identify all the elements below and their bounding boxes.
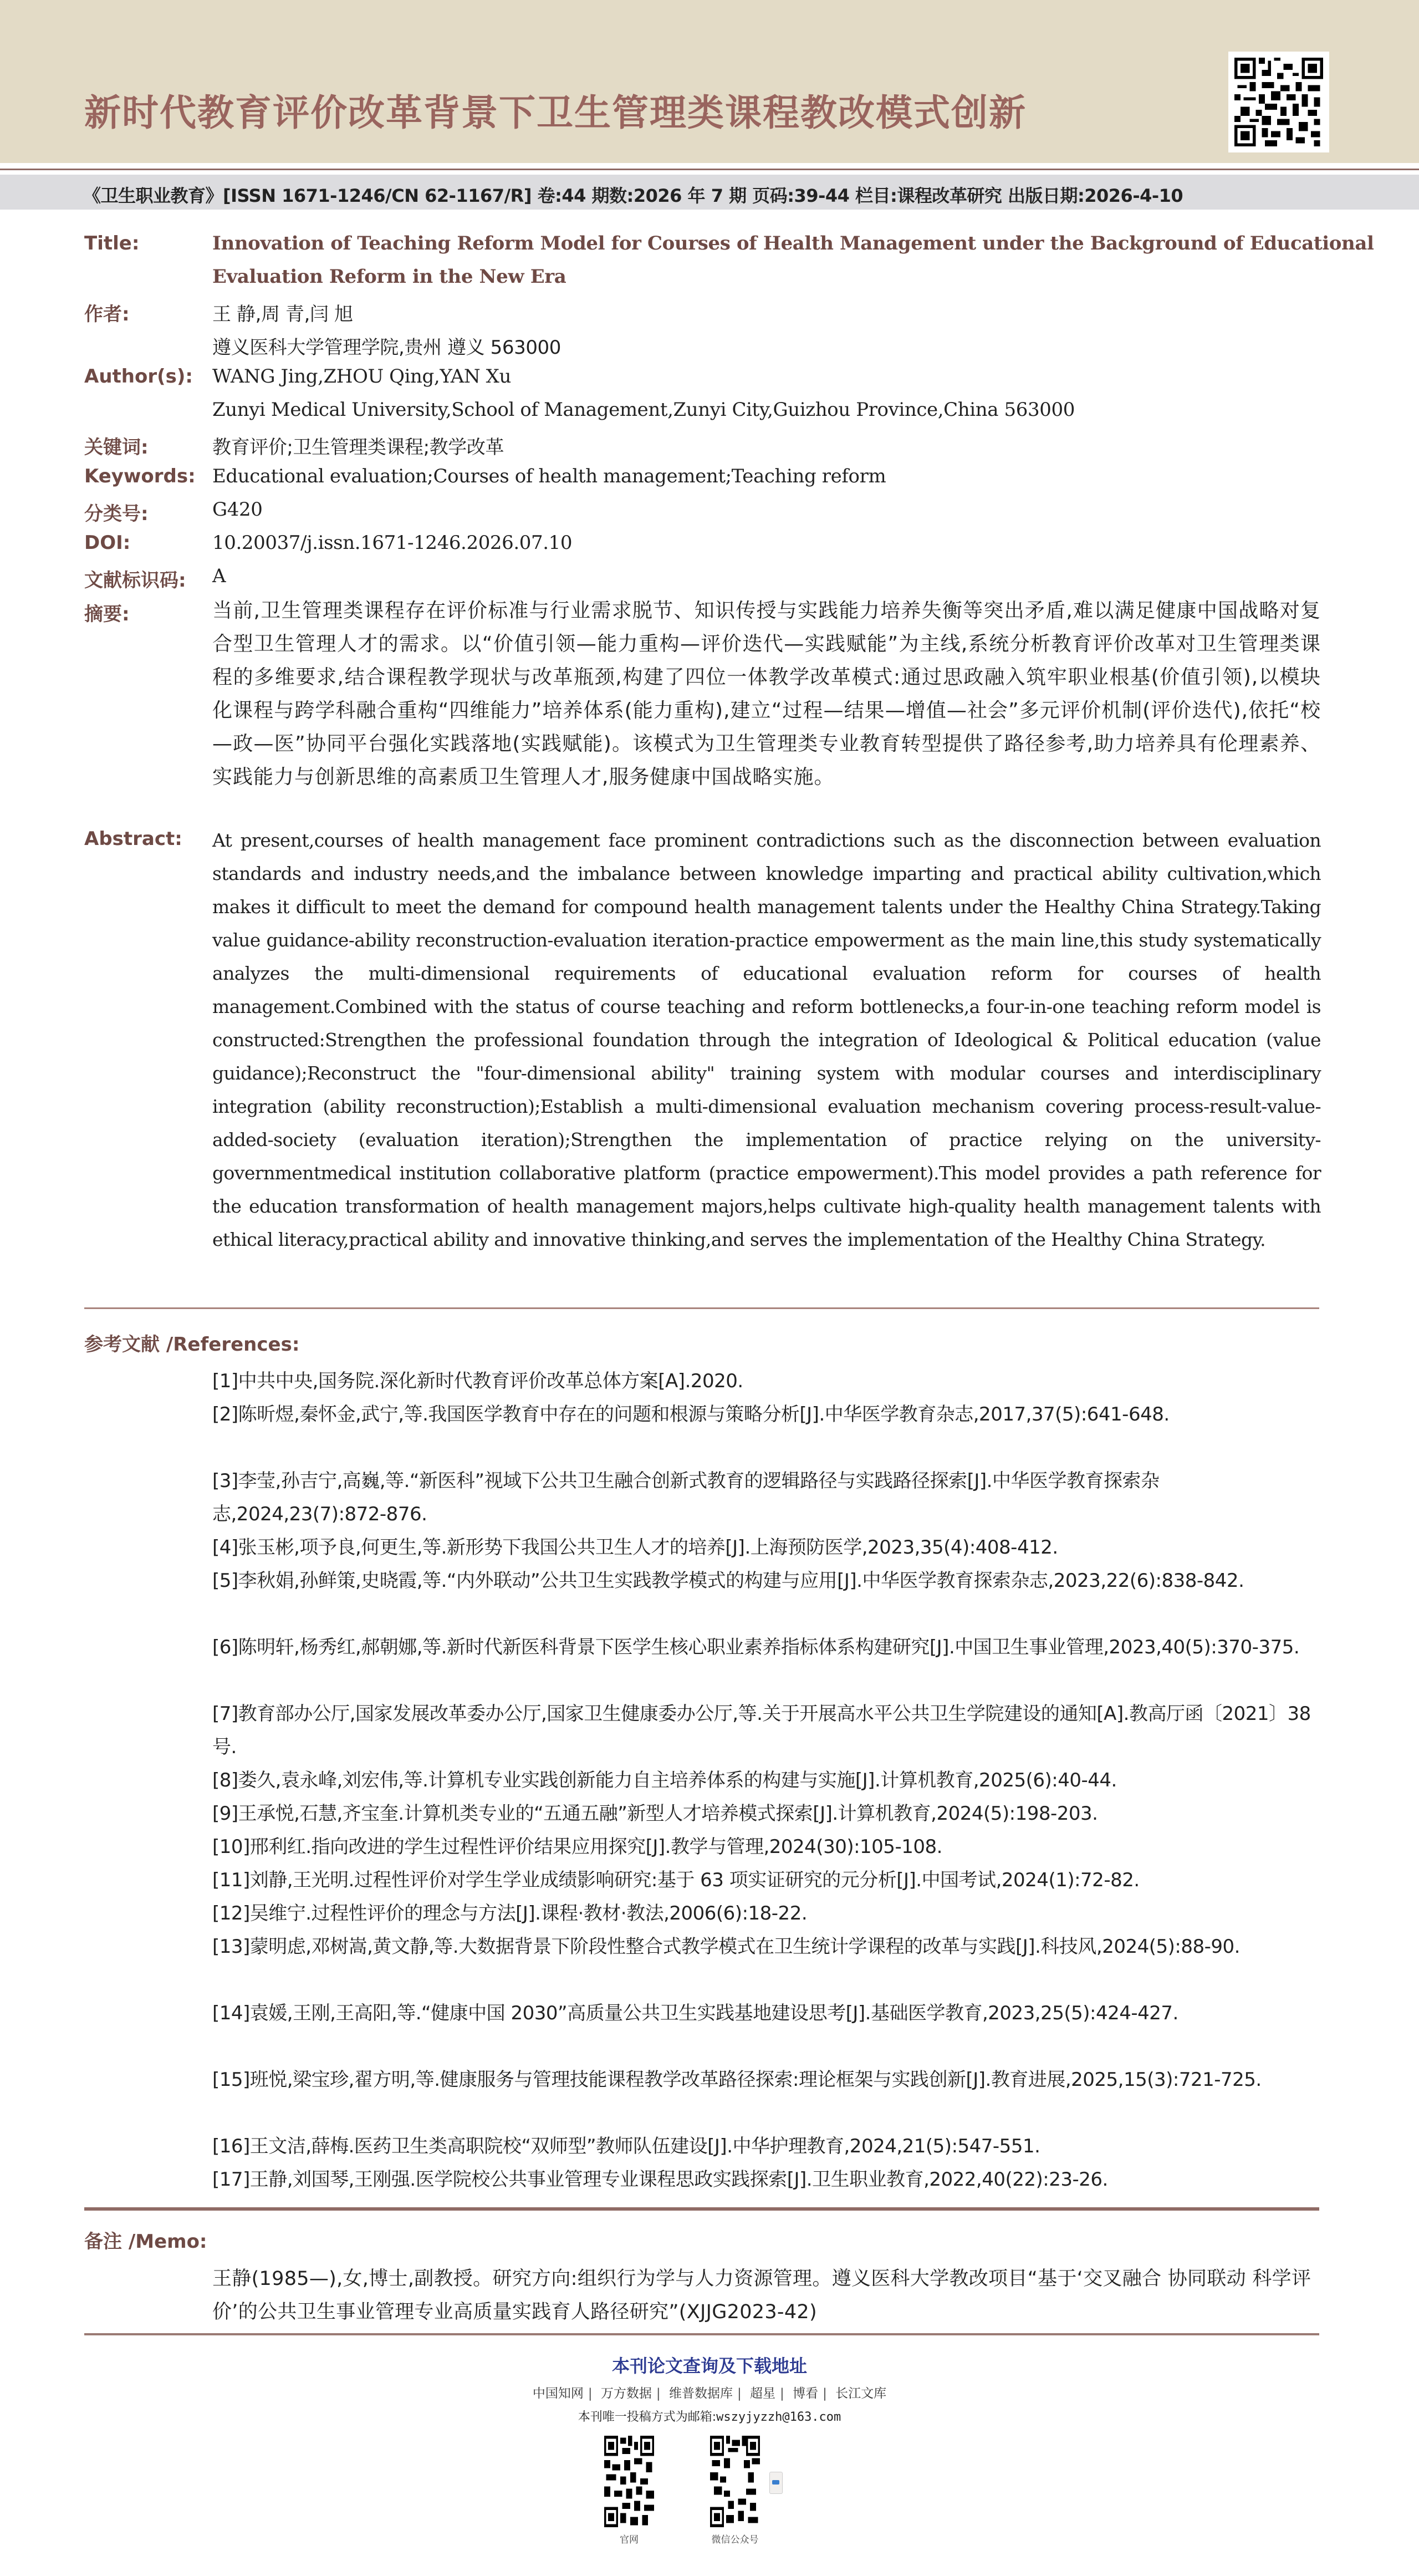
- reference-item: [16]王文洁,薛梅.医药卫生类高职院校“双师型”教师队伍建设[J].中华护理教育,2024,21(5):547-551.: [212, 2135, 1040, 2157]
- reference-item: [6]陈明轩,杨秀红,郝朝娜,等.新时代新医科背景下医学生核心职业素养指标体系构建研究[J].中国卫生事业管理,2023,40(5):370-375.: [212, 1636, 1300, 1658]
- section-divider: [84, 1307, 1319, 1309]
- doi-label: DOI:: [84, 532, 131, 554]
- qr-wechat-graphic: [710, 2436, 760, 2527]
- database-link[interactable]: 博看: [793, 2386, 819, 2401]
- affiliation-cn: 遵义医科大学管理学院,贵州 遵义 563000: [212, 337, 562, 359]
- database-link[interactable]: 超星: [750, 2386, 776, 2401]
- qr-wechat-caption: 微信公众号: [711, 2534, 759, 2546]
- english-title-line2: Evaluation Reform in the New Era: [212, 266, 566, 288]
- abstract-cn-label: 摘要:: [84, 603, 130, 625]
- reference-item: [11]刘静,王光明.过程性评价对学生学业成绩影响研究:基于 63 项实证研究的元分析[J].中国考试,2024(1):72-82.: [212, 1869, 1140, 1891]
- database-link[interactable]: 长江文库: [835, 2386, 887, 2401]
- qr-official-caption: 官网: [620, 2534, 639, 2546]
- qr-wechat-icon[interactable]: [710, 2436, 760, 2527]
- database-link[interactable]: 中国知网: [532, 2386, 584, 2401]
- database-link[interactable]: 维普数据库: [668, 2386, 733, 2401]
- header-band: [0, 0, 1419, 163]
- memo-label: 备注 /Memo:: [84, 2231, 207, 2253]
- page-title: 新时代教育评价改革背景下卫生管理类课程教改模式创新: [84, 91, 1027, 134]
- document-code-value: A: [212, 565, 226, 587]
- reference-item: [5]李秋娟,孙鲜策,史晓霞,等.“内外联动”公共卫生实践教学模式的构建与应用[J].中华医学教育探索杂志,2023,22(6):838-842.: [212, 1570, 1244, 1592]
- email-link[interactable]: wszyjyzzh@163.com: [716, 2410, 841, 2424]
- authors-en: WANG Jing,ZHOU Qing,YAN Xu: [212, 365, 511, 388]
- reference-item: [17]王静,刘国琴,王刚强.医学院校公共事业管理专业课程思政实践探索[J].卫生职业教育,2022,40(22):23-26.: [212, 2168, 1108, 2191]
- keywords-en: Educational evaluation;Courses of health management;Teaching reform: [212, 465, 886, 487]
- qr-code-icon[interactable]: [1228, 52, 1329, 152]
- separator: |: [737, 2386, 742, 2401]
- qr-official-icon[interactable]: [604, 2436, 654, 2527]
- abstract-en-label: Abstract:: [84, 828, 182, 850]
- reference-item: [13]蒙明虑,邓树嵩,黄文静,等.大数据背景下阶段性整合式教学模式在卫生统计学课程的改革与实践[J].科技风,2024(5):88-90.: [212, 1936, 1240, 1958]
- authors-en-label: Author(s):: [84, 365, 193, 388]
- journal-logo-icon: [769, 2472, 783, 2494]
- reference-item: [14]袁媛,王刚,王高阳,等.“健康中国 2030”高质量公共卫生实践基地建设思考[J].基础医学教育,2023,25(5):424-427.: [212, 2002, 1178, 2024]
- authors-cn: 王 静,周 青,闫 旭: [212, 303, 353, 325]
- affiliation-en: Zunyi Medical University,School of Management,Zunyi City,Guizhou Province,China 563000: [212, 399, 1075, 421]
- keywords-en-label: Keywords:: [84, 465, 196, 487]
- doi-link[interactable]: 10.20037/j.issn.1671-1246.2026.07.10: [212, 532, 573, 554]
- submission-email-line: [0, 2407, 1419, 2425]
- document-code-label: 文献标识码:: [84, 569, 186, 592]
- reference-item: [7]教育部办公厅,国家发展改革委办公厅,国家卫生健康委办公厅,等.关于开展高水平公共卫生学院建设的通知[A].教高厅函〔2021〕38 号.: [212, 1703, 1311, 1758]
- memo-divider-bottom: [84, 2333, 1319, 2335]
- qr-official-graphic: [604, 2436, 654, 2527]
- separator: |: [823, 2386, 827, 2401]
- separator: |: [588, 2386, 593, 2401]
- reference-item: [15]班悦,梁宝珍,翟方明,等.健康服务与管理技能课程教学改革路径探索:理论框架与实践创新[J].教育进展,2025,15(3):721-725.: [212, 2069, 1262, 2091]
- reference-item: [10]邢利红.指向改进的学生过程性评价结果应用探究[J].教学与管理,2024(30):105-108.: [212, 1836, 942, 1858]
- reference-item: [3]李莹,孙吉宁,高巍,等.“新医科”视域下公共卫生融合创新式教育的逻辑路径与实践路径探索[J].中华医学教育探索杂志,2024,23(7):872-876.: [212, 1470, 1160, 1525]
- title-label: Title:: [84, 232, 140, 254]
- reference-item: [2]陈昕煜,秦怀金,武宁,等.我国医学教育中存在的问题和根源与策略分析[J].中华医学教育杂志,2017,37(5):641-648.: [212, 1403, 1170, 1426]
- database-list: [0, 2383, 1419, 2401]
- abstract-en-text: At present,courses of health management face prominent contradictions such as the disconnection between evaluation standards and industry needs,and the imbalance between knowledge imparting and practical ability cultivation,which makes it difficult to meet the demand for compound health management talents under the Healthy China Strategy.Taking value guidance-ability reconstruction-evaluation iteration-practice empowerment as the main line,this study systematically analyzes the multi-dimensional requirements of educational evaluation reform for courses of health management.Combined with the status of course teaching and reform bottlenecks,a four-in-one teaching reform model is constructed:Strengthen the professional foundation through the integration of Ideological & Political education (value guidance);Reconstruct the "four-dimensional ability" training system with modular courses and interdisciplinary integration (ability reconstruction);Establish a multi-dimensional evaluation mechanism covering process-result-value-added-society (evaluation iteration);Strengthen the implementation of practice relying on the university-governmentmedical institution collaborative platform (practice empowerment).This model provides a path reference for the education transformation of health management majors,helps cultivate high-quality health management talents with ethical literacy,practical ability and innovative thinking,and serves the implementation of the Healthy China Strategy.: [212, 829, 1321, 1250]
- classification-label: 分类号:: [84, 503, 149, 525]
- english-title-line1: Innovation of Teaching Reform Model for Courses of Health Management under the Background of Educational: [212, 232, 1374, 254]
- separator: |: [656, 2386, 661, 2401]
- reference-item: [9]王承悦,石慧,齐宝奎.计算机类专业的“五通五融”新型人才培养模式探索[J].计算机教育,2024(5):198-203.: [212, 1803, 1098, 1825]
- reference-item: [4]张玉彬,项予良,何更生,等.新形势下我国公共卫生人才的培养[J].上海预防医学,2023,35(4):408-412.: [212, 1536, 1058, 1559]
- header-rule: [0, 169, 1419, 170]
- database-link[interactable]: 万方数据: [600, 2386, 652, 2401]
- footer-title: 本刊论文查询及下载地址: [611, 2355, 807, 2376]
- authors-cn-label: 作者:: [84, 303, 130, 325]
- classification-value: G420: [212, 498, 263, 521]
- memo-text: 王静(1985—),女,博士,副教授。研究方向:组织行为学与人力资源管理。遵义医科大学教改项目“基于‘交叉融合 协同联动 科学评价’的公共卫生事业管理专业高质量实践育人路径研究”(XJJG2023-42): [212, 2268, 1311, 2323]
- separator: |: [780, 2386, 784, 2401]
- keywords-cn: 教育评价;卫生管理类课程;教学改革: [212, 436, 504, 459]
- references-label: 参考文献 /References:: [84, 1333, 300, 1356]
- reference-item: [12]吴维宁.过程性评价的理念与方法[J].课程·教材·教法,2006(6):18-22.: [212, 1902, 808, 1925]
- abstract-cn-text: 当前,卫生管理类课程存在评价标准与行业需求脱节、知识传授与实践能力培养失衡等突出矛盾,难以满足健康中国战略对复合型卫生管理人才的需求。以“价值引领—能力重构—评价迭代—实践赋能”为主线,系统分析教育评价改革对卫生管理类课程的多维要求,结合课程教学现状与改革瓶颈,构建了四位一体教学改革模式:通过思政融入筑牢职业根基(价值引领),以模块化课程与跨学科融合重构“四维能力”培养体系(能力重构),建立“过程—结果—增值—社会”多元评价机制(评价迭代),依托“校—政—医”协同平台强化实践落地(实践赋能)。该模式为卫生管理类专业教育转型提供了路径参考,助力培养具有伦理素养、实践能力与创新思维的高素质卫生管理人才,服务健康中国战略实施。: [212, 599, 1321, 788]
- reference-item: [1]中共中央,国务院.深化新时代教育评价改革总体方案[A].2020.: [212, 1370, 743, 1392]
- keywords-cn-label: 关键词:: [84, 436, 149, 459]
- qr-code-graphic: [1234, 58, 1323, 146]
- memo-divider-top: [84, 2207, 1319, 2211]
- citation-text: 《卫生职业教育》[ISSN 1671-1246/CN 62-1167/R] 卷:44 期数:2026 年 7 期 页码:39-44 栏目:课程改革研究 出版日期:2026-4-10: [83, 185, 1183, 206]
- email-prefix: 本刊唯一投稿方式为邮箱:: [578, 2410, 717, 2424]
- reference-item: [8]娄久,袁永峰,刘宏伟,等.计算机专业实践创新能力自主培养体系的构建与实施[J].计算机教育,2025(6):40-44.: [212, 1769, 1117, 1791]
